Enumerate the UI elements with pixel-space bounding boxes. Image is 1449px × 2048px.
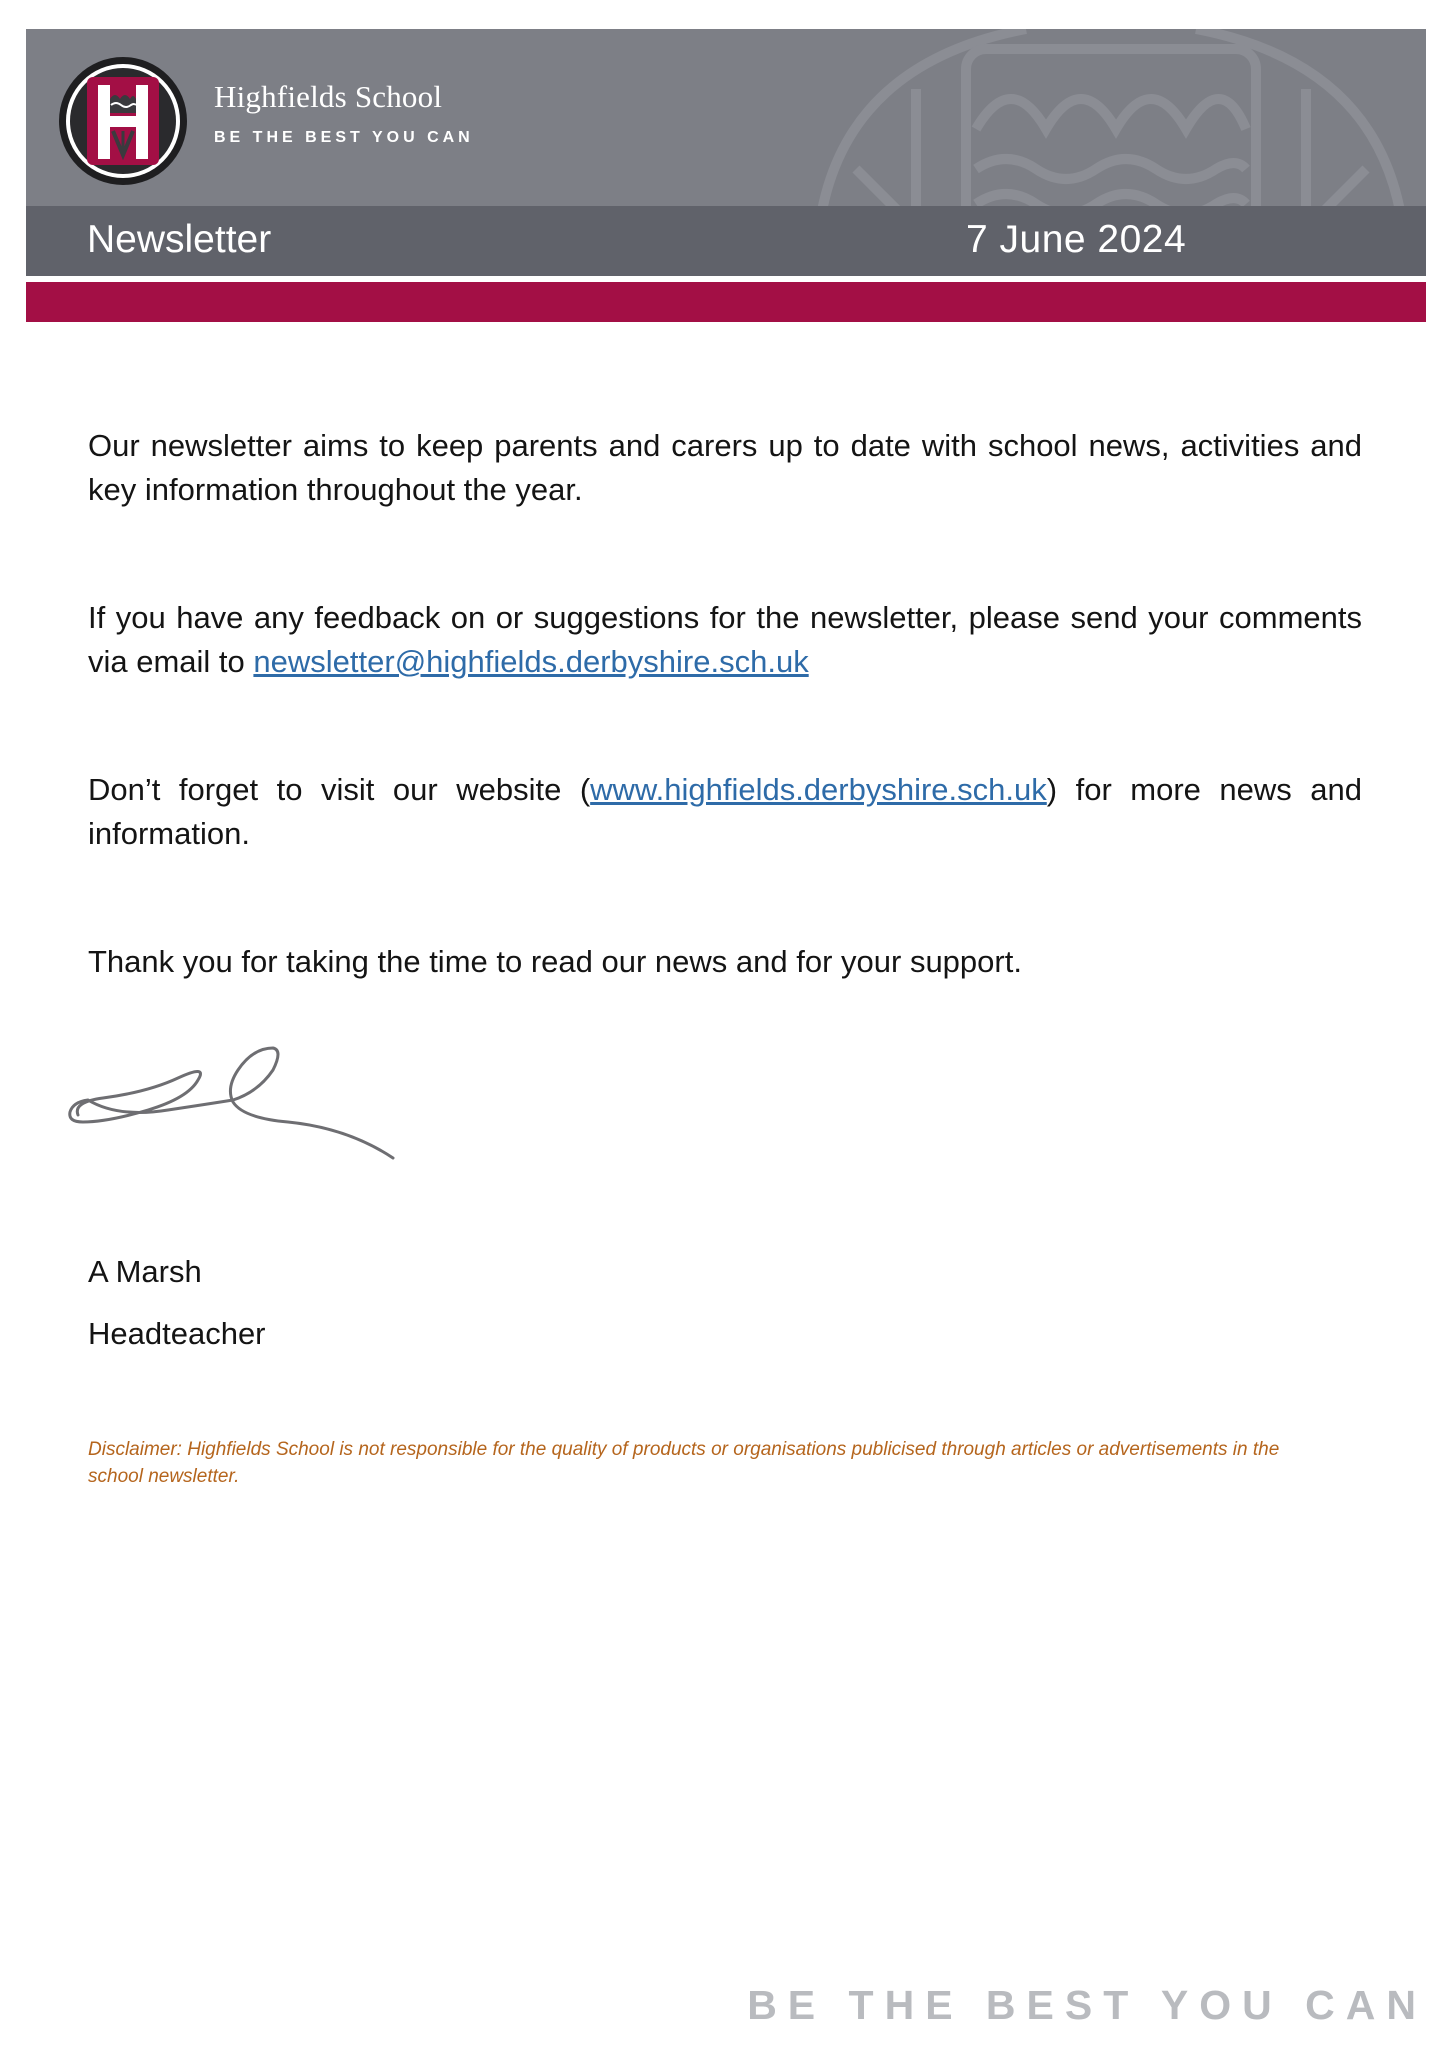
thanks-paragraph: Thank you for taking the time to read our news and for your support. [88, 944, 1022, 979]
intro-paragraph: Our newsletter aims to keep parents and carers up to date with school news, activities and key information throughout the year. [88, 428, 1362, 507]
website-text-after: ) for more news and information. [88, 772, 1363, 851]
school-crest-icon [57, 55, 189, 187]
signatory-role: Headteacher [88, 1316, 266, 1351]
page-title: Newsletter [87, 218, 272, 261]
signatory-name: A Marsh [88, 1254, 202, 1289]
email-link[interactable]: newsletter@highfields.derbyshire.sch.uk [253, 644, 809, 679]
website-paragraph [88, 768, 1362, 856]
signature-icon [58, 1040, 408, 1180]
school-name: Highfields School [214, 79, 443, 114]
issue-date: 7 June 2024 [966, 218, 1187, 261]
school-motto: BE THE BEST YOU CAN [214, 129, 474, 146]
website-text-before: Don’t forget to visit our website ( [88, 772, 591, 807]
title-band [26, 206, 1426, 276]
accent-bar [26, 282, 1426, 322]
feedback-text: If you have any feedback on or suggestions for the newsletter, please send your comments via email to [88, 600, 1362, 679]
footer-motto: BE THE BEST YOU CAN [747, 1982, 1427, 2028]
website-link[interactable]: www.highfields.derbyshire.sch.uk [590, 772, 1047, 807]
feedback-paragraph [88, 596, 1362, 684]
newsletter-header [26, 29, 1426, 276]
disclaimer-text: Disclaimer: Highfields School is not responsible for the quality of products or organisations publicised through articles or advertisements in the school newsletter. [88, 1439, 1280, 1487]
